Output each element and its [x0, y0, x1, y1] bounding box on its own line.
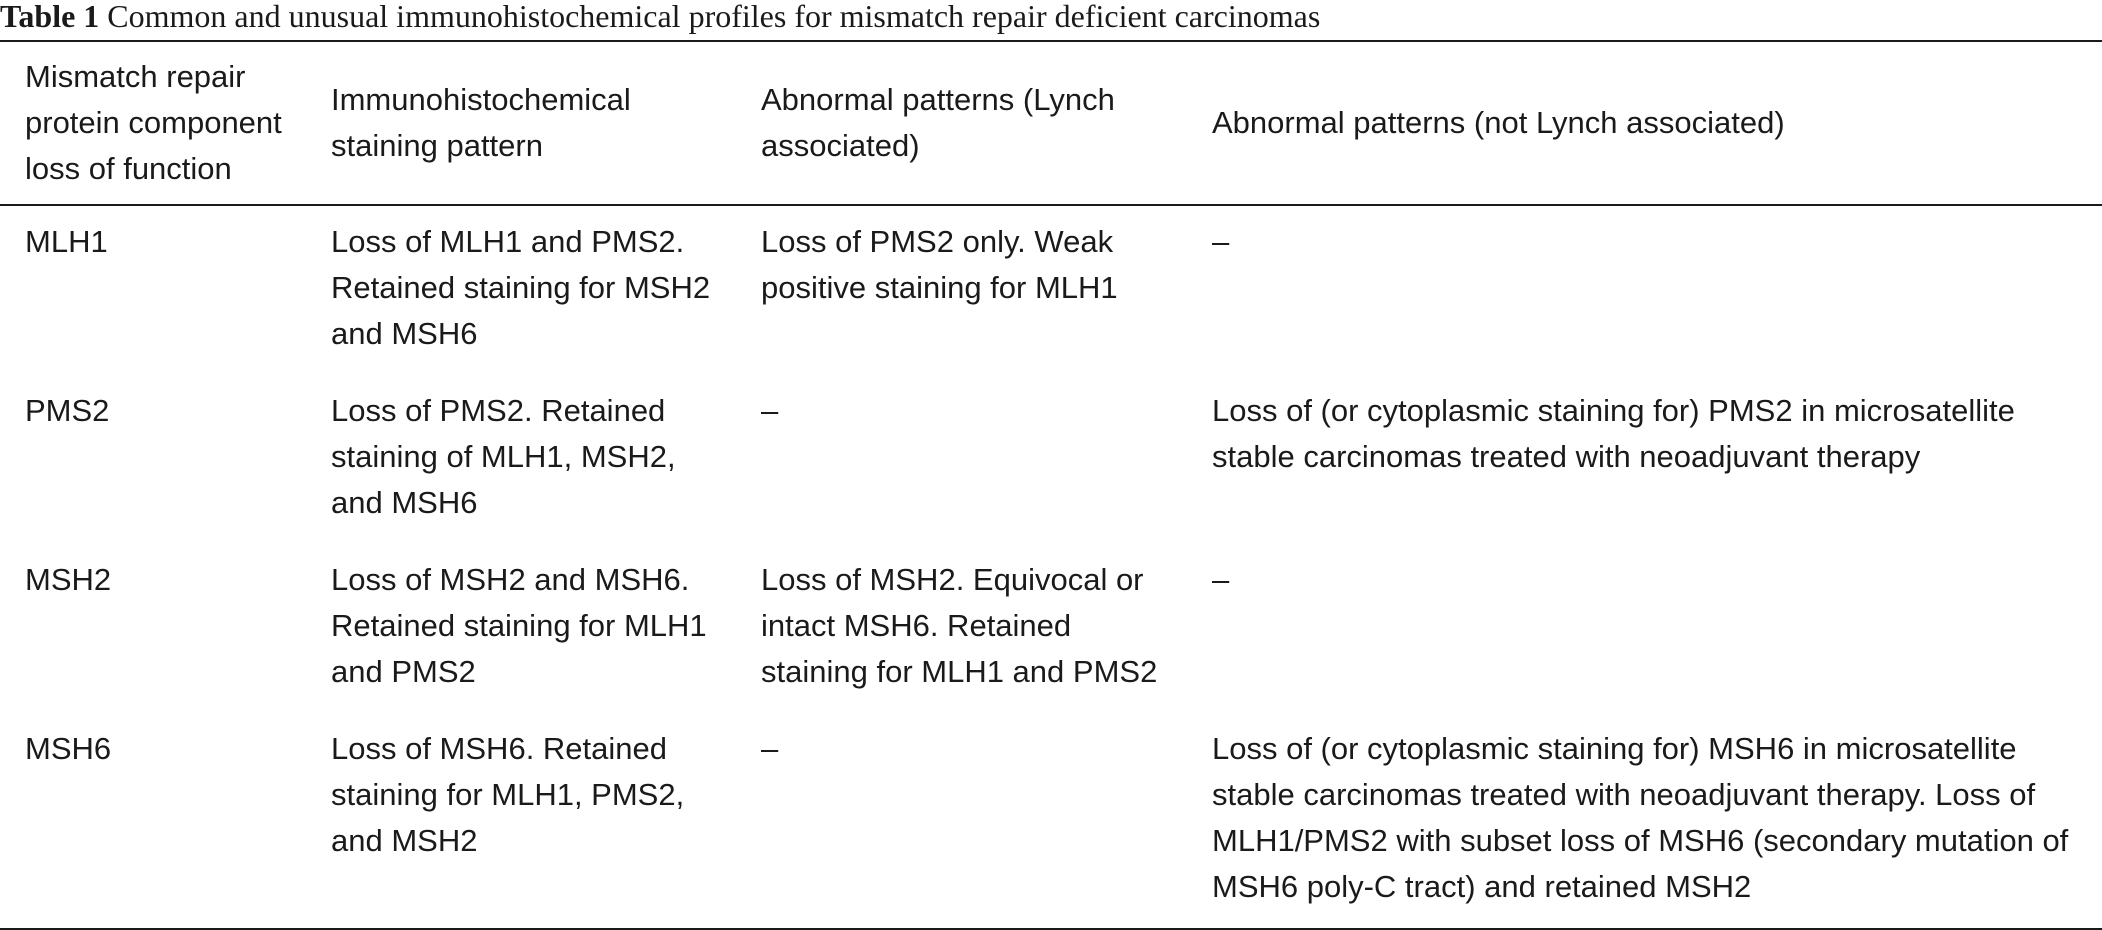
header-component: Mismatch repair protein component loss of function: [25, 59, 282, 186]
cell-component: PMS2: [25, 393, 110, 428]
header-staining-pattern: Immunohistochemical staining pattern: [331, 82, 631, 163]
cell-staining: Loss of MSH6. Retained staining for MLH1, PMS2, and MSH2: [331, 731, 685, 858]
table-row: [0, 713, 2102, 929]
cell-lynch: Loss of PMS2 only. Weak positive staining for MLH1: [761, 224, 1118, 305]
cell-not-lynch: –: [1212, 562, 1230, 597]
cell-lynch: –: [761, 393, 779, 428]
cell-component: MSH6: [25, 731, 112, 766]
cell-lynch: –: [761, 731, 779, 766]
table-body: [0, 205, 2102, 929]
table-row: [0, 205, 2102, 375]
data-table-container: [0, 40, 2102, 930]
header-not-lynch-associated: Abnormal patterns (not Lynch associated): [1212, 105, 1785, 140]
cell-staining: Loss of MSH2 and MSH6. Retained staining for MLH1 and PMS2: [331, 562, 707, 689]
table-label: Table 1: [0, 0, 100, 34]
cell-not-lynch: Loss of (or cytoplasmic staining for) MSH6 in microsatellite stable carcinomas treated with neoadjuvant therapy. Loss of MLH1/PMS2 with subset loss of MSH6 (secondary mutation of MSH6 poly-C tract) and retained MSH2: [1212, 731, 2069, 904]
cell-staining: Loss of MLH1 and PMS2. Retained staining for MSH2 and MSH6: [331, 224, 711, 351]
table-caption: [0, 0, 1320, 40]
cell-not-lynch: Loss of (or cytoplasmic staining for) PMS2 in microsatellite stable carcinomas treated with neoadjuvant therapy: [1212, 393, 2015, 474]
profiles-table: [0, 40, 2102, 930]
header-row: [0, 41, 2102, 205]
table-row: [0, 375, 2102, 544]
header-lynch-associated: Abnormal patterns (Lynch associated): [761, 82, 1115, 163]
table-row: [0, 544, 2102, 713]
table-title: Common and unusual immunohistochemical profiles for mismatch repair deficient carcinomas: [107, 0, 1321, 34]
table-header: [0, 41, 2102, 205]
cell-component: MLH1: [25, 224, 108, 259]
cell-not-lynch: –: [1212, 224, 1230, 259]
cell-component: MSH2: [25, 562, 112, 597]
cell-staining: Loss of PMS2. Retained staining of MLH1, MSH2, and MSH6: [331, 393, 676, 520]
cell-lynch: Loss of MSH2. Equivocal or intact MSH6. Retained staining for MLH1 and PMS2: [761, 562, 1158, 689]
